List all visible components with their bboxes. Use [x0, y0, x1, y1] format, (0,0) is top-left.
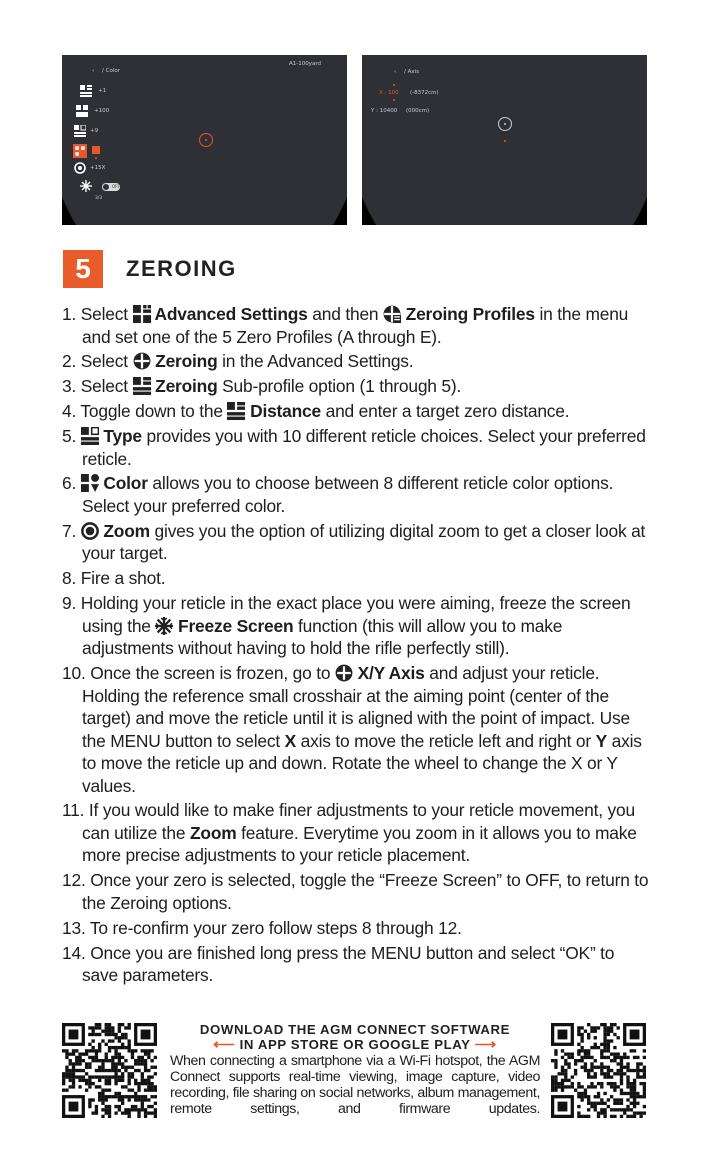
step-text: Select: [80, 376, 133, 397]
freeze-screen-icon: [155, 617, 173, 635]
step-text: Sub-profile option (1 through 5).: [217, 376, 462, 397]
arrow-left-icon: ⟵: [213, 1036, 236, 1053]
step-7: [62, 520, 652, 565]
step-text: Once you are finished long press the MENU button and select “OK” to save parameters.: [82, 942, 615, 986]
step-number: 14.: [62, 942, 91, 963]
step-number: 4.: [62, 401, 81, 422]
step-number: 1.: [62, 304, 81, 324]
step-10: [62, 662, 652, 797]
step-number: 2.: [62, 351, 81, 372]
zeroing-profiles-icon: [383, 305, 401, 323]
step-keyword: Zeroing: [150, 376, 218, 397]
y-axis-label: Y : 10400: [371, 108, 398, 114]
screen-profile-label: A1-100yard: [289, 61, 322, 67]
color-swatch: [92, 146, 100, 154]
distance-icon: [227, 402, 245, 420]
distance-icon: [80, 85, 92, 97]
step-number: 9.: [62, 593, 81, 614]
step-1: [62, 303, 652, 348]
color-icon: [81, 474, 99, 492]
section-number-badge: 5: [63, 250, 103, 288]
screen-breadcrumb: / Axis: [404, 69, 420, 75]
step-9: [62, 592, 652, 660]
step-keyword: Zoom: [189, 822, 237, 843]
step-text: function (this will allow you to make adjustments without having to hold the rifle perfectly still).: [82, 615, 563, 659]
step-text: If you would like to make finer adjustments to your reticle movement, you can utilize the: [82, 800, 635, 843]
step-4: [62, 400, 652, 423]
x-axis-value: (-8372cm): [410, 90, 439, 96]
type-icon: [74, 125, 86, 137]
step-number: 3.: [62, 376, 81, 397]
sub-profile-icon: [133, 377, 151, 395]
step-8: [62, 567, 652, 590]
step-keyword: Type: [98, 426, 142, 447]
step-text: and then: [307, 304, 384, 324]
arrow-right-icon: ⟶: [474, 1036, 497, 1053]
y-axis-value: (000cm): [406, 108, 430, 114]
color-icon: [73, 144, 87, 158]
download-description: When connecting a smartphone via a Wi-Fi hotspot, the AGM Connect supports real-time viewing, image capture, video recording, file sharing on social networks, album management, remote settings, and firmware updates.: [170, 1053, 540, 1117]
step-3: [62, 375, 652, 398]
screen-axis-menu: [362, 55, 647, 225]
step-text: Select: [80, 304, 133, 324]
x-axis-label: X : 100: [379, 90, 399, 96]
type-icon: [81, 427, 99, 445]
step-11: [62, 799, 652, 867]
page-indicator: 3/3: [95, 196, 103, 201]
step-text: gives you the option of utilizing digital zoom to get a closer look at your target.: [82, 520, 646, 564]
step-keyword: Distance: [245, 401, 321, 422]
step-text: axis to move the reticle left and right or: [296, 730, 596, 751]
screen-breadcrumb: / Color: [102, 68, 120, 74]
step-text: Select: [80, 351, 133, 372]
download-info: [170, 1022, 540, 1117]
freeze-screen-icon: [80, 180, 92, 192]
zoom-icon: [74, 162, 86, 174]
section-title: ZEROING: [126, 256, 237, 281]
step-number: 7.: [62, 520, 81, 541]
step-number: 13.: [62, 917, 90, 938]
step-number: 11.: [62, 800, 89, 821]
step-text: and adjust your reticle. Holding the reference small crosshair at the aiming point (center of the target) and move the reticle until it is aligned with the point of impact. Use the MENU button to select: [82, 663, 630, 751]
xy-axis-icon: [335, 664, 353, 682]
step-number: 8.: [62, 568, 81, 589]
step-text: axis to move the reticle up and down. Rotate the wheel to change the X or Y values.: [82, 730, 642, 796]
step-keyword: Color: [98, 473, 148, 494]
distance-icon: [76, 105, 88, 117]
step-2: [62, 350, 652, 373]
zeroing-steps-list: [62, 303, 652, 989]
step-keyword: Zeroing Profiles: [401, 304, 535, 324]
step-13: [62, 917, 652, 940]
step-number: 10.: [62, 663, 91, 684]
back-chevron-icon: ‹: [394, 69, 397, 75]
step-text: feature. Everytime you zoom in it allows you to make more precise adjustments to your reticle placement.: [82, 822, 637, 866]
download-heading-line2: IN APP STORE OR GOOGLE PLAY: [239, 1037, 471, 1052]
step-12: [62, 869, 652, 914]
download-heading-line2-row: [170, 1037, 540, 1052]
step-text: Holding your reticle in the exact place you were aiming, freeze the screen using the: [80, 593, 631, 636]
step-text: in the menu and set one of the 5 Zero Profiles (A through E).: [82, 304, 629, 347]
step-text: and enter a target zero distance.: [320, 401, 570, 422]
step-keyword: Advanced Settings: [150, 304, 308, 324]
step-number: 5.: [62, 426, 81, 447]
qr-code-right[interactable]: [551, 1023, 646, 1118]
reticle: [498, 117, 512, 131]
step-keyword: Freeze Screen: [173, 615, 294, 636]
step-6: [62, 472, 652, 517]
step-keyword: Zoom: [98, 520, 150, 541]
step-keyword: Y: [595, 730, 607, 751]
step-number: 6.: [62, 473, 81, 494]
step-text: To re-confirm your zero follow steps 8 through 12.: [89, 917, 462, 938]
qr-code-left[interactable]: [62, 1023, 157, 1118]
step-text: Once the screen is frozen, go to: [90, 663, 335, 684]
back-chevron-icon: ‹: [92, 68, 95, 74]
step-number: 12.: [62, 870, 91, 891]
reticle: [199, 133, 213, 147]
step-text: Fire a shot.: [80, 568, 166, 589]
zeroing-icon: [133, 352, 151, 370]
step-5: [62, 425, 652, 470]
step-text: allows you to choose between 8 different reticle color options. Select your preferred color.: [82, 473, 614, 516]
zoom-icon: [81, 522, 99, 540]
screen-color-menu: ‹ / Color A1-100yard +1 +100 +9 +15X OFF 3/3: [62, 55, 347, 225]
step-14: [62, 942, 652, 987]
step-keyword: X: [284, 730, 297, 751]
download-heading-line1: DOWNLOAD THE AGM CONNECT SOFTWARE: [199, 1022, 511, 1037]
step-text: Once your zero is selected, toggle the “Freeze Screen” to OFF, to return to the Zeroing options.: [82, 870, 649, 913]
reference-crosshair: [504, 140, 506, 142]
step-text: Toggle down to the: [80, 401, 228, 422]
step-keyword: Zeroing: [150, 351, 218, 372]
step-text: provides you with 10 different reticle choices. Select your preferred reticle.: [82, 426, 646, 469]
advanced-settings-icon: [133, 305, 151, 323]
step-keyword: X/Y Axis: [352, 663, 425, 684]
step-text: in the Advanced Settings.: [217, 351, 414, 372]
